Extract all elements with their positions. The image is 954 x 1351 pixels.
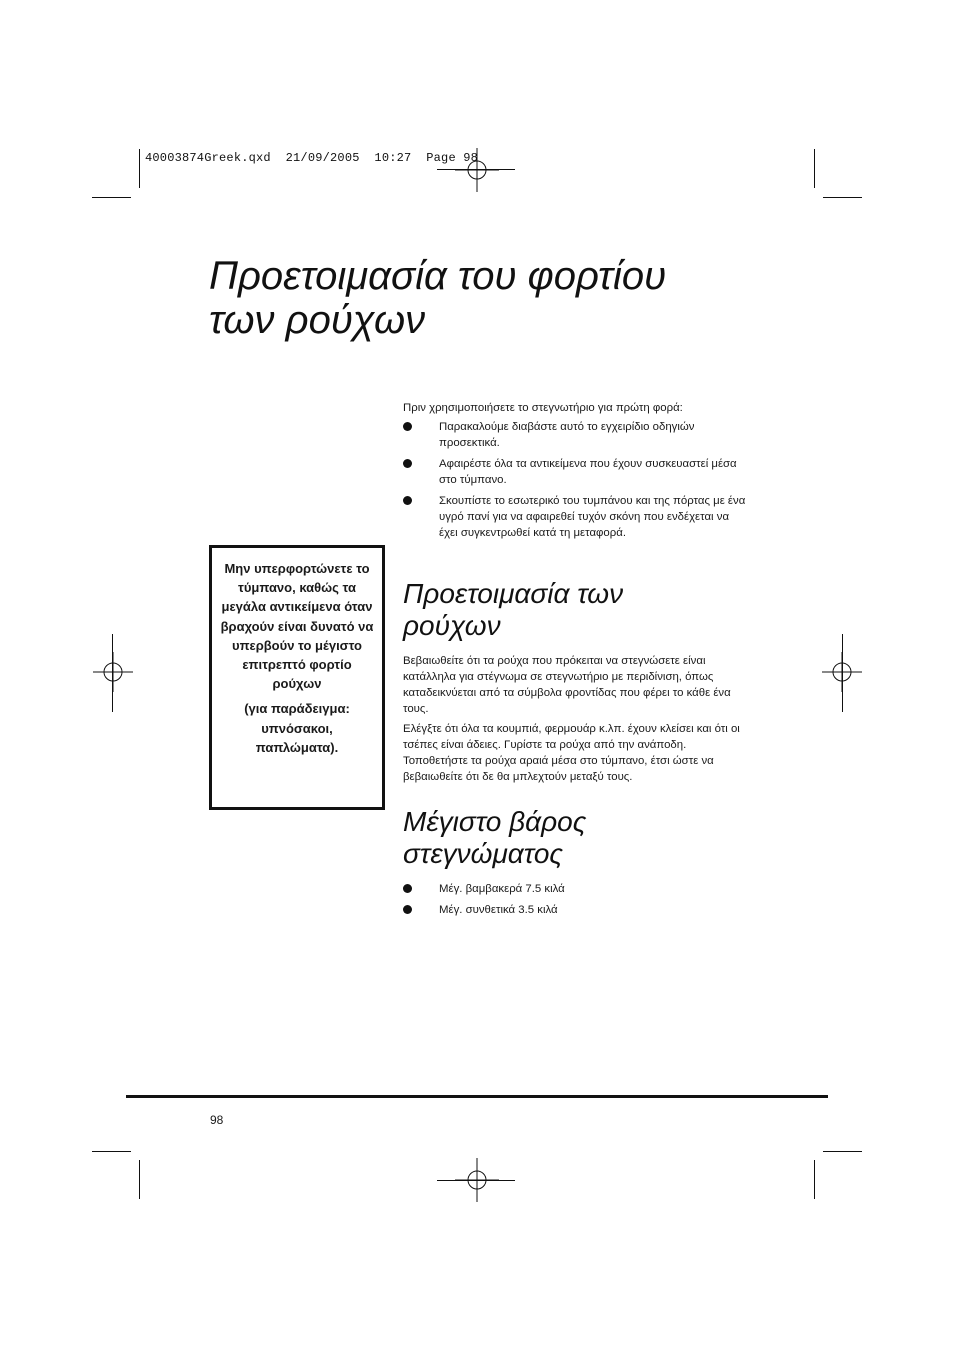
file-slug: 40003874Greek.qxd 21/09/2005 10:27 Page 98 (145, 151, 479, 165)
page-title-line-1: Προετοιμασία του φορτίου (209, 254, 667, 298)
page-title-line-2: των ρούχων (209, 298, 426, 342)
section-heading-max-weight: Μέγιστο βάρος στεγνώματος (403, 806, 587, 869)
page-title (209, 254, 666, 342)
intro-bullet-list (403, 419, 748, 546)
bullet-icon (403, 905, 412, 914)
page-number: 98 (210, 1113, 224, 1127)
footer-rule (126, 1095, 828, 1098)
bullet-icon (403, 884, 412, 893)
intro-text: Πριν χρησιμοποιήσετε το στεγνωτήριο για πρώτη φορά: (403, 402, 683, 414)
list-item: Αφαιρέστε όλα τα αντικείμενα που έχουν συσκευαστεί μέσα στο τύμπανο. (403, 456, 748, 488)
warning-box (209, 545, 385, 810)
bullet-icon (403, 422, 412, 431)
registration-mark-left (93, 652, 133, 692)
prep-paragraph-1: Βεβαιωθείτε ότι τα ρούχα που πρόκειται να στεγνώσετε είναι κατάλληλα για στέγνωμα σε στεγνωτήριο με περιδίνιση, όπως καταδεικνύεται από τα σύμβολα φροντίδας που φέρει το κάθε ένα τους. (403, 655, 731, 715)
warning-text: Μην υπερφορτώνετε το τύμπανο, καθώς τα μεγάλα αντικείμενα όταν βραχούν είναι δυνατό να υπερβούν το μέγιστο επιτρεπτό φορτίο ρούχων (220, 561, 374, 692)
bullet-icon (403, 496, 412, 505)
bullet-icon (403, 459, 412, 468)
list-item: Παρακαλούμε διαβάστε αυτό το εγχειρίδιο οδηγιών προσεκτικά. (403, 419, 748, 451)
registration-line-bottom (437, 1180, 515, 1181)
list-item: Σκουπίστε το εσωτερικό του τυμπάνου και της πόρτας με ένα υγρό πανί για να αφαιρεθεί τυχόν σκόνη που ενδέχεται να έχει συγκεντρωθεί κατά τη μεταφορά. (403, 493, 748, 541)
max-weight-list (403, 881, 748, 923)
prep-paragraph-2: Ελέγξτε ότι όλα τα κουμπιά, φερμουάρ κ.λπ. έχουν κλείσει και ότι οι τσέπες είναι άδειες. Γυρίστε τα ρούχα από την ανάποδη. Τοποθετήστε τα ρούχα αραιά μέσα στο τύμπανο, έτσι ώστε να βεβαιωθείτε ότι δε θα μπλεχτούν μεταξύ τους. (403, 723, 740, 783)
section-heading-prep: Προετοιμασία των ρούχων (403, 578, 624, 641)
list-item: Μέγ. συνθετικά 3.5 κιλά (403, 902, 748, 918)
list-item: Μέγ. βαμβακερά 7.5 κιλά (403, 881, 748, 897)
warning-example: (για παράδειγμα: υπνόσακοι, παπλώματα). (244, 701, 350, 755)
registration-line-top (437, 169, 515, 170)
registration-line-left (112, 634, 113, 712)
registration-line-right (842, 634, 843, 712)
